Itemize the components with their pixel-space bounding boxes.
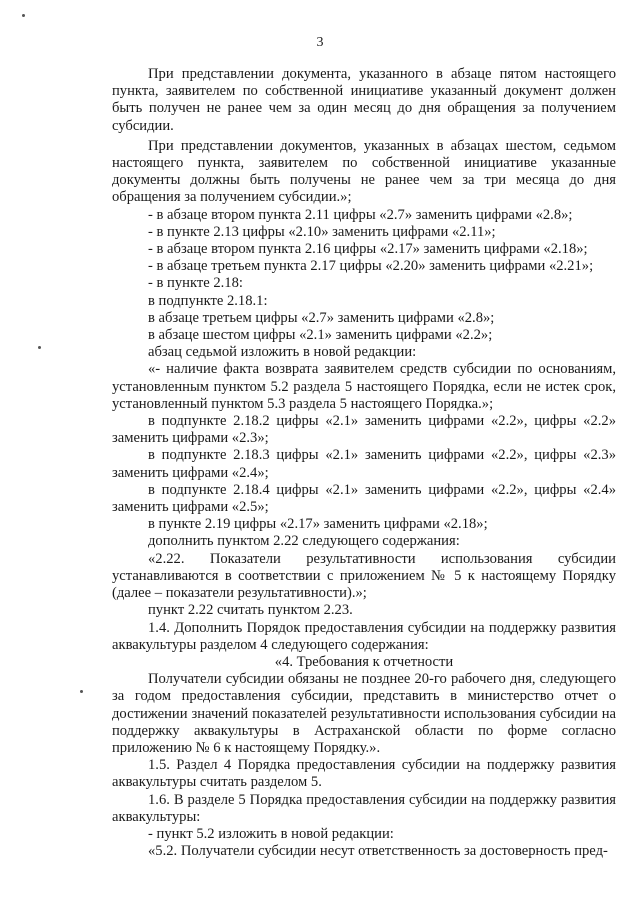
paragraph: Получатели субсидии обязаны не позднее 20-го рабочего дня, следующего за годом предоставления субсидии, представить в министерство отчет о достижении значений показателей результативности использования субсидии на поддержку аквакультуры в Астраханской области по форме согласно приложению № 6 к настоящему Порядку.». — [112, 671, 616, 756]
paragraph: дополнить пунктом 2.22 следующего содержания: — [148, 533, 460, 550]
paragraph: в подпункте 2.18.3 цифры «2.1» заменить цифрами «2.2», цифры «2.3» заменить цифрами «2.4»; — [112, 447, 616, 481]
document-body — [112, 66, 616, 860]
paragraph: в абзаце третьем цифры «2.7» заменить цифрами «2.8»; — [148, 309, 495, 326]
page-number: 3 — [316, 35, 324, 50]
paragraph: в подпункте 2.18.4 цифры «2.1» заменить цифрами «2.2», цифры «2.4» заменить цифрами «2.5»; — [112, 481, 616, 516]
paragraph: «2.22. Показатели результативности использования субсидии устанавливаются в соответствии с приложением № 5 к настоящему Порядку (далее – показатели результативности).»; — [112, 550, 616, 602]
scan-speck — [80, 690, 83, 693]
paragraph: - в пункте 2.18: — [148, 275, 243, 292]
paragraph: абзац седьмой изложить в новой редакции: — [148, 344, 417, 361]
paragraph: - в пункте 2.13 цифры «2.10» заменить цифрами «2.11»; — [148, 223, 496, 240]
paragraph: в подпункте 2.18.2 цифры «2.1» заменить цифрами «2.2», цифры «2.2» заменить цифрами «2.3»; — [112, 413, 616, 447]
paragraph: «5.2. Получатели субсидии несут ответственность за достоверность пред- — [148, 843, 608, 860]
paragraph: 1.6. В разделе 5 Порядка предоставления субсидии на поддержку развития аквакультуры: — [112, 791, 616, 825]
paragraph: - в абзаце третьем пункта 2.17 цифры «2.20» заменить цифрами «2.21»; — [148, 258, 594, 275]
paragraph: - в абзаце втором пункта 2.11 цифры «2.7» заменить цифрами «2.8»; — [148, 206, 573, 223]
paragraph: - пункт 5.2 изложить в новой редакции: — [148, 825, 394, 842]
paragraph: в абзаце шестом цифры «2.1» заменить цифрами «2.2»; — [148, 327, 493, 344]
scan-speck — [22, 14, 25, 17]
paragraph: 1.4. Дополнить Порядок предоставления субсидии на поддержку развития аквакультуры разделом 4 следующего содержания: — [112, 619, 616, 653]
paragraph: При представлении документов, указанных в абзацах шестом, седьмом настоящего пункта, заявителем по собственной инициативе указанные документы должны быть получены не ранее чем за три месяца до дня обращения за получением субсидии.»; — [112, 137, 616, 206]
paragraph: «4. Требования к отчетности — [274, 653, 454, 670]
paragraph: пункт 2.22 считать пунктом 2.23. — [148, 602, 353, 619]
paragraph: 1.5. Раздел 4 Порядка предоставления субсидии на поддержку развития аквакультуры считать разделом 5. — [112, 757, 616, 791]
paragraph: в пункте 2.19 цифры «2.17» заменить цифрами «2.18»; — [148, 516, 488, 533]
paragraph: - в абзаце втором пункта 2.16 цифры «2.17» заменить цифрами «2.18»; — [148, 241, 588, 258]
paragraph: При представлении документа, указанного в абзаце пятом настоящего пункта, заявителем по собственной инициативе указанный документ должен быть получен не ранее чем за один месяц до дня обращения за получением субсидии. — [112, 66, 616, 134]
paragraph: в подпункте 2.18.1: — [148, 292, 268, 309]
paragraph: «- наличие факта возврата заявителем средств субсидии по основаниям, установленным пунктом 5.2 раздела 5 настоящего Порядка, если не истек срок, установленный пунктом 5.3 раздела 5 настоящего Порядка.»; — [112, 361, 616, 412]
scan-speck — [38, 346, 41, 349]
